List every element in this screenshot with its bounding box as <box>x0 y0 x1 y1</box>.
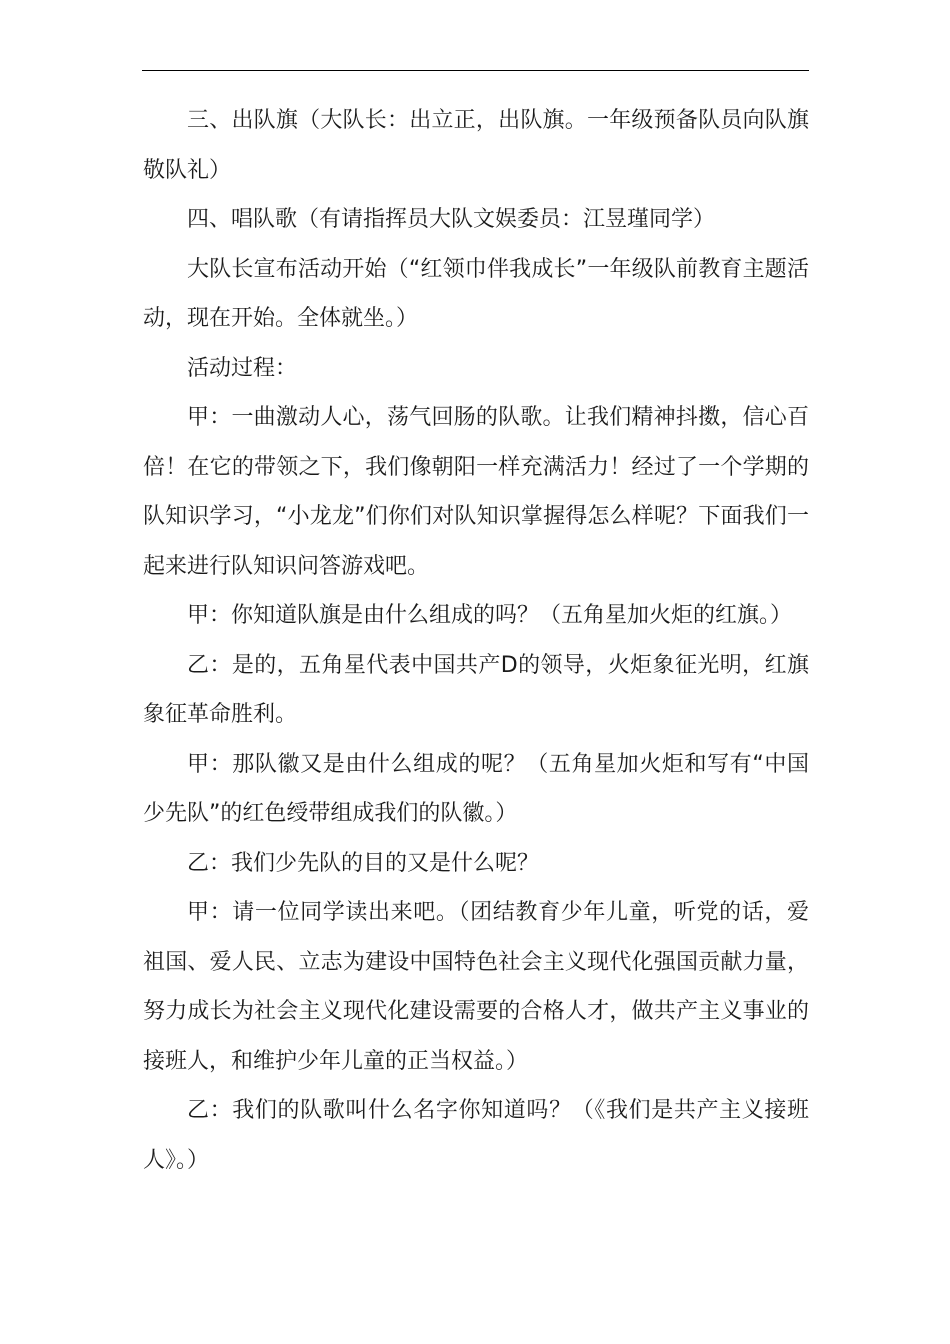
paragraph-flag-answer: 乙：是的，五角星代表中国共产D的领导，火炬象征光明，红旗象征革命胜利。 <box>143 652 809 727</box>
paragraph-badge-question: 甲：那队徽又是由什么组成的呢？（五角星加火炬和写有“中国少先队”的红色绶带组成我们的队徽。） <box>143 751 809 826</box>
header-rule <box>142 70 809 71</box>
paragraph-flag-ceremony: 三、出队旗（大队长：出立正，出队旗。一年级预备队员向队旗敬队礼） <box>143 108 809 183</box>
document-body <box>143 96 809 1185</box>
paragraph-flag-question: 甲：你知道队旗是由什么组成的吗？（五角星加火炬的红旗。） <box>187 603 793 628</box>
paragraph-purpose-question: 乙：我们少先队的目的又是什么呢？ <box>187 850 540 876</box>
paragraph-purpose-answer: 甲：请一位同学读出来吧。（团结教育少年儿童，听党的话，爱祖国、爱人民、立志为建设中国特色社会主义现代化强国贡献力量，努力成长为社会主义现代化建设需要的合格人才，做共产主义事业的接班人，和维护少年儿童的正当权益。） <box>143 900 809 1074</box>
paragraph-activity-start: 大队长宣布活动开始（“红领巾伴我成长”一年级队前教育主题活动，现在开始。全体就坐。） <box>143 256 809 331</box>
paragraph-process-heading: 活动过程： <box>187 355 298 381</box>
paragraph-anthem-question: 乙：我们的队歌叫什么名字你知道吗？（《我们是共产主义接班人》。） <box>143 1098 809 1173</box>
paragraph-sing-anthem: 四、唱队歌（有请指挥员大队文娱委员：江昱瑾同学） <box>187 207 716 232</box>
paragraph-dialogue-intro: 甲：一曲激动人心，荡气回肠的队歌。让我们精神抖擞，信心百倍！在它的带领之下，我们像朝阳一样充满活力！经过了一个学期的队知识学习，“小龙龙”们你们对队知识掌握得怎么样呢？下面我们一起来进行队知识问答游戏吧。 <box>143 405 809 579</box>
